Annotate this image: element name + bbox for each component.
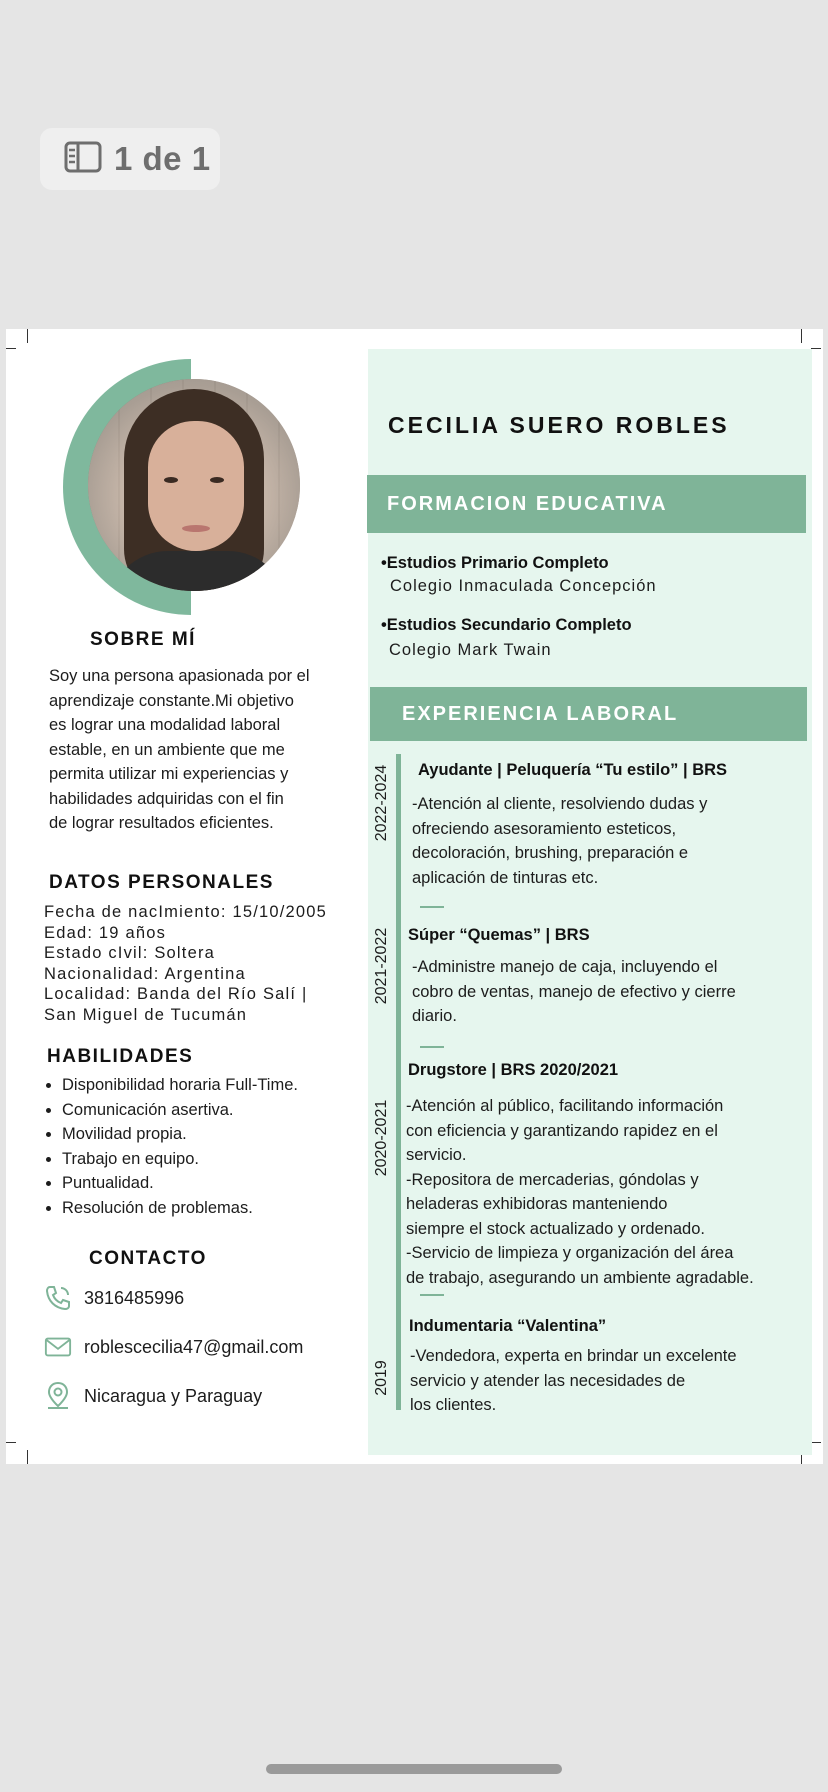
skills-heading: HABILIDADES (47, 1046, 194, 1067)
page-counter-badge[interactable] (40, 128, 220, 190)
crop-mark (811, 348, 821, 349)
experience-heading: EXPERIENCIA LABORAL (370, 687, 807, 741)
contact-email-row[interactable] (44, 1333, 303, 1361)
crop-mark (6, 348, 16, 349)
about-text: Soy una persona apasionada por el aprendizaje constante.Mi objetivo es lograr una modalidad laboral estable, en un ambiente que me permita utilizar mi experiencias y habilidades adquiridas con el fin de lograr resultados eficientes. (49, 667, 310, 832)
experience-timeline (396, 754, 401, 1410)
phone-icon (44, 1284, 72, 1312)
job-years: 2019 (373, 1360, 390, 1396)
skill-item: • Puntualidad. (62, 1171, 298, 1196)
mail-icon (44, 1333, 72, 1361)
education-item-title: •Estudios Primario Completo (381, 554, 609, 572)
personal-data-text: Fecha de nacImiento: 15/10/2005 Edad: 19 años Estado cIvil: Soltera Nacionalidad: Argentina Localidad: Banda del Río Salí | San Miguel de Tucumán (44, 903, 328, 1024)
crop-mark (27, 329, 28, 343)
candidate-name: CECILIA SUERO ROBLES (388, 412, 730, 438)
contact-heading: CONTACTO (89, 1248, 207, 1269)
job-description: -Atención al cliente, resolviendo dudas y ofreciendo asesoramiento esteticos, decoloración, brushing, preparación e aplicación de tinturas etc. (412, 795, 708, 887)
timeline-separator (420, 1046, 444, 1048)
location-pin-icon (44, 1382, 72, 1410)
skill-item: • Movilidad propia. (62, 1122, 298, 1147)
education-item-school: Colegio Mark Twain (389, 641, 552, 659)
timeline-separator (420, 906, 444, 908)
job-title: Indumentaria “Valentina” (409, 1317, 607, 1335)
job-title: Drugstore | BRS 2020/2021 (408, 1061, 619, 1079)
job-years: 2021-2022 (373, 927, 390, 1005)
page-layout-icon (64, 141, 102, 178)
skills-list (42, 1073, 298, 1220)
education-item-school: Colegio Inmaculada Concepción (390, 577, 657, 595)
personal-data-heading: DATOS PERSONALES (49, 872, 274, 893)
job-years: 2022-2024 (373, 764, 390, 842)
job-title: Súper “Quemas” | BRS (408, 926, 590, 944)
skill-item: • Comunicación asertiva. (62, 1098, 298, 1123)
home-indicator[interactable] (266, 1764, 562, 1774)
document-page (6, 329, 823, 1464)
contact-phone: 3816485996 (84, 1287, 185, 1308)
skill-item: • Resolución de problemas. (62, 1196, 298, 1221)
job-description: -Atención al público, facilitando información con eficiencia y garantizando rapidez en el servicio. -Repositora de mercaderias, góndolas y heladeras exhibidoras manteniendo siempre el stock actualizado y ordenado. -Servicio de limpieza y organización del área de trabajo, asegurando un ambiente agradable. (406, 1097, 754, 1287)
skill-item: • Disponibilidad horaria Full-Time. (62, 1073, 298, 1098)
job-description: -Vendedora, experta en brindar un excelente servicio y atender las necesidades de los clientes. (410, 1347, 737, 1414)
profile-photo (88, 379, 300, 591)
job-years: 2020-2021 (373, 1099, 390, 1177)
about-heading: SOBRE MÍ (90, 629, 196, 650)
contact-address-row[interactable] (44, 1382, 262, 1410)
skill-item: • Trabajo en equipo. (62, 1147, 298, 1172)
crop-mark (811, 1442, 821, 1443)
timeline-separator (420, 1294, 444, 1296)
job-description: -Administre manejo de caja, incluyendo el cobro de ventas, manejo de efectivo y cierre diario. (412, 958, 736, 1025)
contact-email: roblescecilia47@gmail.com (84, 1336, 304, 1357)
education-heading: FORMACION EDUCATIVA (367, 475, 806, 533)
crop-mark (27, 1450, 28, 1464)
job-title: Ayudante | Peluquería “Tu estilo” | BRS (418, 761, 728, 779)
page-counter-label: 1 de 1 (114, 140, 211, 177)
contact-phone-row[interactable] (44, 1284, 184, 1312)
crop-mark (801, 329, 802, 343)
crop-mark (6, 1442, 16, 1443)
contact-address: Nicaragua y Paraguay (84, 1385, 263, 1406)
education-item-title: •Estudios Secundario Completo (381, 616, 632, 634)
